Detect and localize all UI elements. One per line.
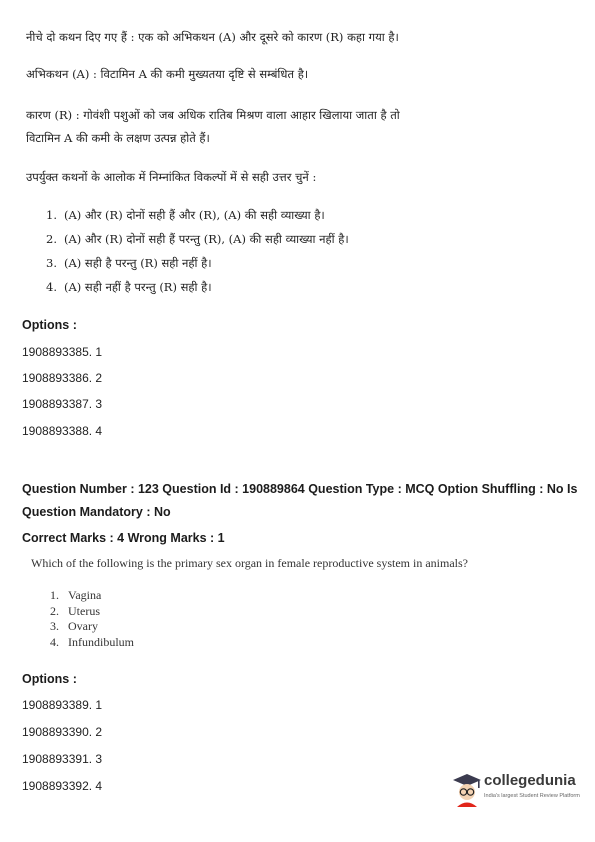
choice-text: (A) और (R) दोनों सही हैं और (R), (A) की सही व्याख्या है। xyxy=(64,208,325,222)
choice-number: 3. xyxy=(50,619,59,633)
assertion-statement: अभिकथन (A) : विटामिन A की कमी मुख्यतया दृष्टि से सम्बंधित है। xyxy=(26,67,309,81)
choice-number: 2. xyxy=(46,232,57,246)
choice-text: Infundibulum xyxy=(68,634,134,649)
q123-choice-item xyxy=(50,604,134,620)
choice-text: (A) और (R) दोनों सही हैं परन्तु (R), (A) की सही व्याख्या नहीं है। xyxy=(64,232,349,246)
q123-question-text: Which of the following is the primary sex organ in female reproductive system in animals? xyxy=(31,556,468,570)
collegedunia-logo xyxy=(452,772,582,810)
q123-choice-item xyxy=(50,588,134,604)
choice-number: 1. xyxy=(46,208,57,222)
choice-text: Uterus xyxy=(68,603,100,618)
reason-statement-line-1: कारण (R) : गोवंशी पशुओं को जब अधिक रातिब मिश्रण वाला आहार खिलाया जाता है तो xyxy=(26,108,400,122)
q122-choice-item xyxy=(46,232,349,256)
choice-text: Vagina xyxy=(68,588,102,602)
q123-options-label: Options : xyxy=(22,672,77,686)
q122-choice-list xyxy=(46,208,349,304)
q123-choice-item xyxy=(50,635,134,651)
q123-choice-list xyxy=(50,588,134,650)
choice-number: 4. xyxy=(50,634,59,649)
graduate-mascot-icon xyxy=(452,772,482,808)
q122-option-id: 1908893387. 3 xyxy=(22,397,103,411)
intro-statement: नीचे दो कथन दिए गए हैं : एक को अभिकथन (A) और दूसरे को कारण (R) कहा गया है। xyxy=(26,30,399,44)
q123-marks: Correct Marks : 4 Wrong Marks : 1 xyxy=(22,531,225,545)
choice-number: 1. xyxy=(50,588,59,602)
q123-header-line-2: Question Mandatory : No xyxy=(22,505,171,519)
choice-number: 3. xyxy=(46,256,57,270)
brand-name: collegedunia xyxy=(484,772,576,789)
choice-text: (A) सही है परन्तु (R) सही नहीं है। xyxy=(64,256,212,270)
brand-tagline: India's largest Student Review Platform xyxy=(484,793,580,799)
q122-option-id: 1908893385. 1 xyxy=(22,345,103,359)
q122-option-id: 1908893388. 4 xyxy=(22,424,103,438)
q122-option-id: 1908893386. 2 xyxy=(22,371,103,385)
choice-text: (A) सही नहीं है परन्तु (R) सही है। xyxy=(64,280,212,294)
q123-option-id: 1908893390. 2 xyxy=(22,725,103,739)
choice-number: 4. xyxy=(46,280,57,294)
q123-option-id: 1908893389. 1 xyxy=(22,698,103,712)
q122-choice-item xyxy=(46,280,349,304)
q123-choice-item xyxy=(50,619,134,635)
q122-choice-item xyxy=(46,256,349,280)
choice-number: 2. xyxy=(50,603,59,618)
q122-choice-item xyxy=(46,208,349,232)
q123-option-id: 1908893392. 4 xyxy=(22,779,103,793)
q122-options-label: Options : xyxy=(22,318,77,332)
choice-text: Ovary xyxy=(68,619,98,633)
reason-statement-line-2: विटामिन A की कमी के लक्षण उत्पन्न होते हैं। xyxy=(26,131,210,145)
instruction-text: उपर्युक्त कथनों के आलोक में निम्नांकित विकल्पों में से सही उत्तर चुनें : xyxy=(26,170,317,184)
q123-header-line-1: Question Number : 123 Question Id : 190889864 Question Type : MCQ Option Shuffling : No Is xyxy=(22,482,578,496)
q123-option-id: 1908893391. 3 xyxy=(22,752,103,766)
